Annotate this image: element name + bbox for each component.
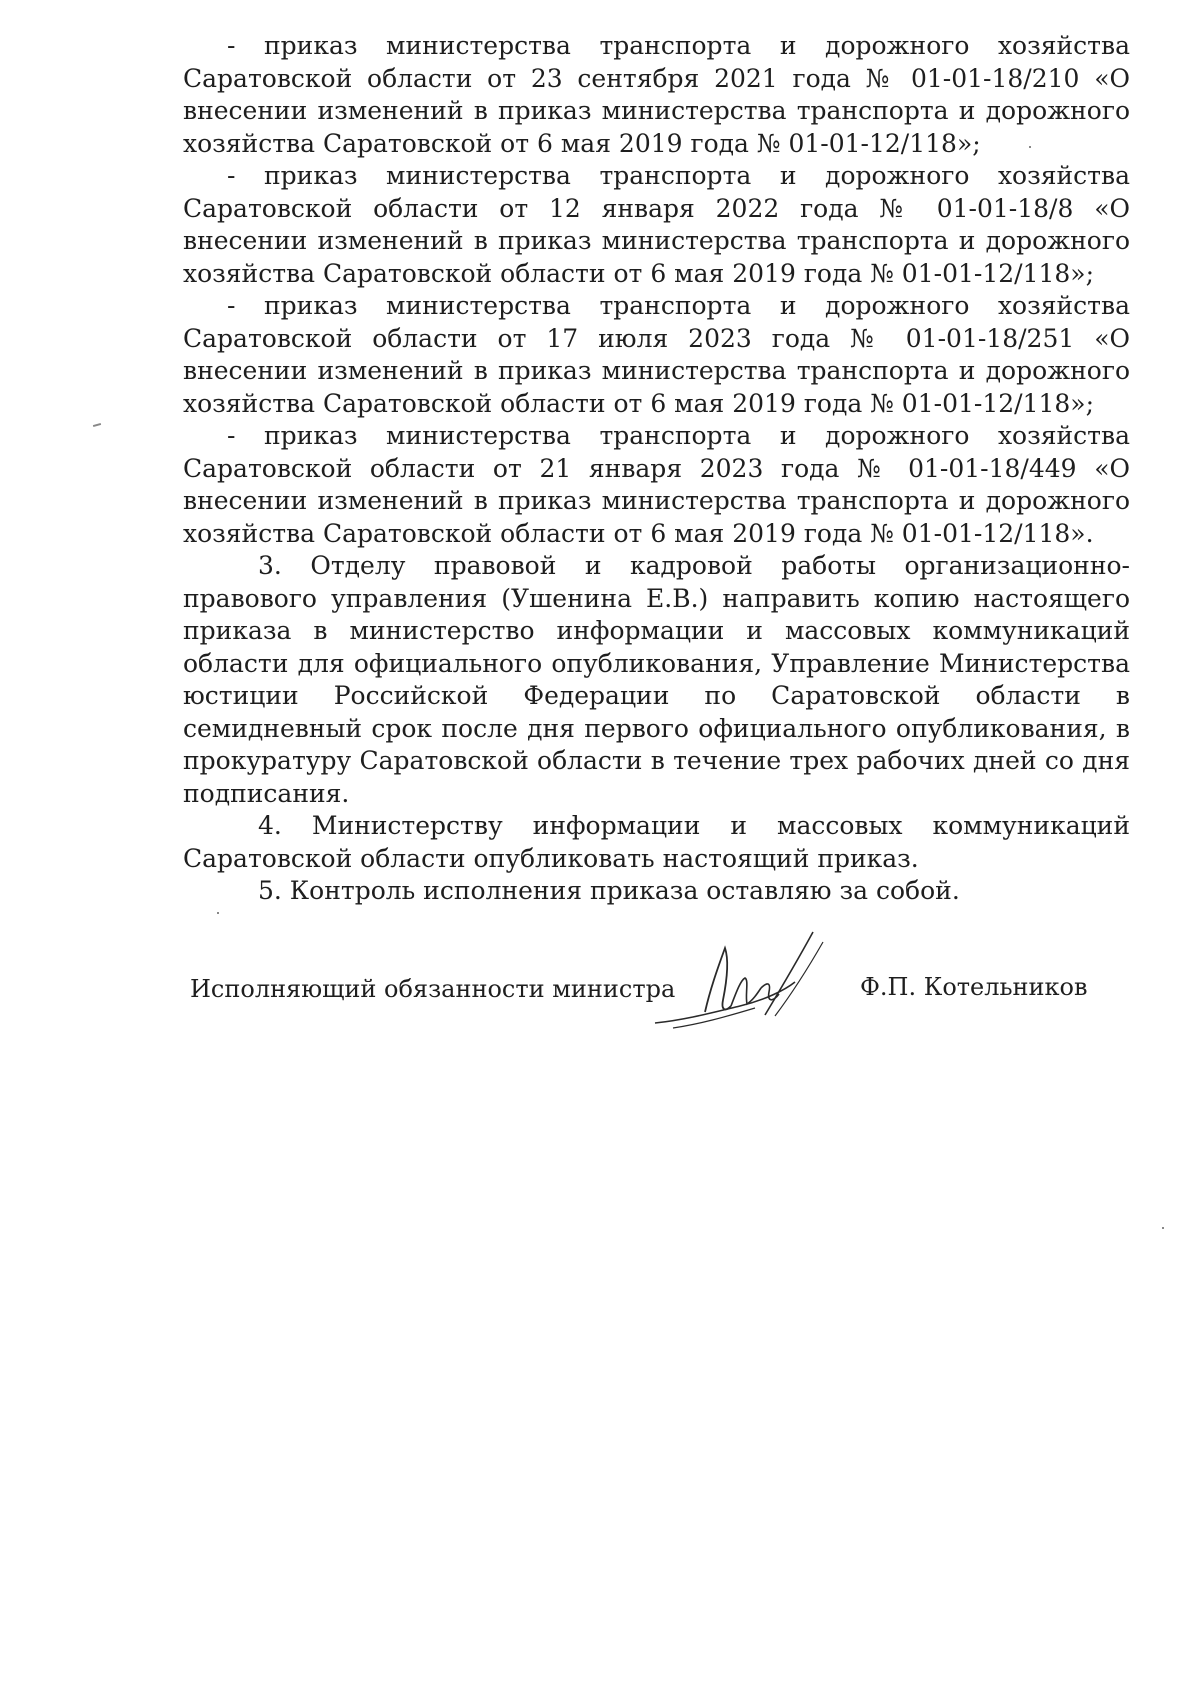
paragraph-order-2023-january: - приказ министерства транспорта и дорожного хозяйства Саратовской области от 21 января 2023 года № 01-01-18/449 «О внесении изменений в приказ министерства транспорта и дорожного хозяйства Саратовской области от 6 мая 2019 года № 01-01-12/118». <box>183 421 1130 548</box>
paragraph-order-2022: - приказ министерства транспорта и дорожного хозяйства Саратовской области от 12 января 2022 года № 01-01-18/8 «О внесении изменений в приказ министерства транспорта и дорожного хозяйства Саратовской области от 6 мая 2019 года № 01-01-12/118»; <box>183 161 1130 288</box>
signatory-title: Исполняющий обязанности министра <box>190 975 676 1003</box>
signatory-name: Ф.П. Котельников <box>860 973 1088 1001</box>
scan-speck <box>217 912 219 914</box>
document-body <box>183 30 1130 908</box>
paragraph-item-5: 5. Контроль исполнения приказа оставляю за собой. <box>258 876 960 905</box>
paragraph-item-4: 4. Министерству информации и массовых коммуникаций Саратовской области опубликовать настоящий приказ. <box>183 811 1130 873</box>
paragraph-order-2021: - приказ министерства транспорта и дорожного хозяйства Саратовской области от 23 сентября 2021 года № 01-01-18/210 «О внесении изменений в приказ министерства транспорта и дорожного хозяйства Саратовской от 6 мая 2019 года № 01-01-12/118»; <box>183 31 1130 158</box>
scan-speck <box>1162 1227 1164 1229</box>
scan-speck <box>93 423 101 427</box>
scan-speck <box>1029 146 1031 148</box>
paragraph-order-2023-july: - приказ министерства транспорта и дорожного хозяйства Саратовской области от 17 июля 2023 года № 01-01-18/251 «О внесении изменений в приказ министерства транспорта и дорожного хозяйства Саратовской области от 6 мая 2019 года № 01-01-12/118»; <box>183 291 1130 418</box>
handwritten-signature-icon <box>645 920 845 1040</box>
paragraph-item-3: 3. Отделу правовой и кадровой работы организационно-правового управления (Ушенина Е.В.) направить копию настоящего приказа в министерство информации и массовых коммуникаций области для официального опубликования, Управление Министерства юстиции Российской Федерации по Саратовской области в семидневный срок после дня первого официального опубликования, в прокуратуру Саратовской области в течение трех рабочих дней со дня подписания. <box>183 551 1130 808</box>
